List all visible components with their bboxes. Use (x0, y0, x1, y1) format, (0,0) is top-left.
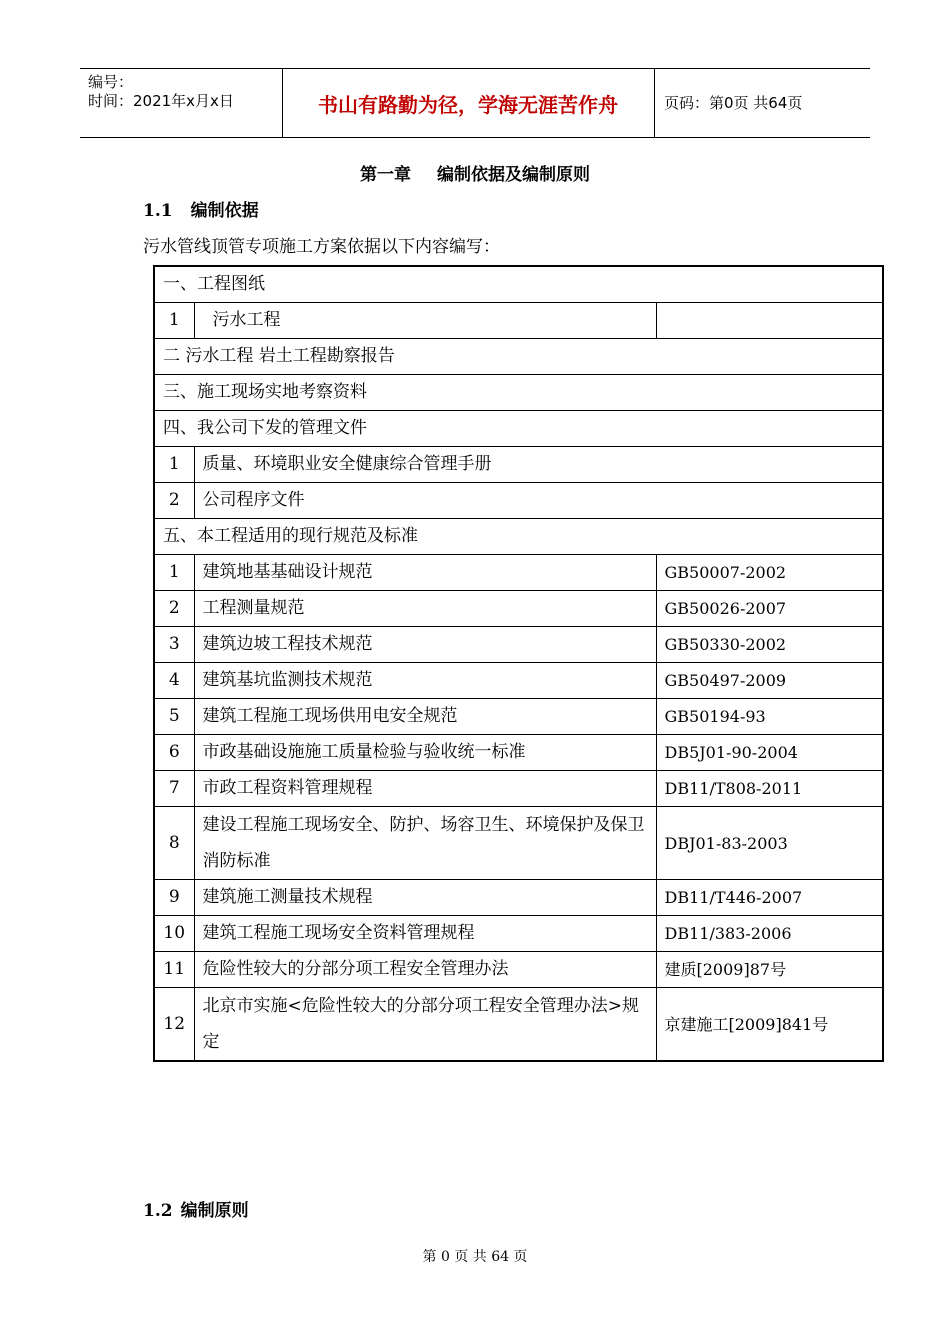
row-name: 污水工程 (194, 303, 656, 339)
row-number: 8 (154, 807, 194, 880)
row-name: 北京市实施<危险性较大的分部分项工程安全管理办法>规定 (194, 988, 656, 1062)
group-title: 一、工程图纸 (154, 266, 883, 303)
table-row (154, 591, 883, 627)
table-row (154, 880, 883, 916)
row-name: 建筑工程施工现场安全资料管理规程 (194, 916, 656, 952)
table-row (154, 699, 883, 735)
section-title: 编制依据 (190, 201, 259, 221)
chapter-title: 编制依据及编制原则 (437, 165, 590, 185)
row-name: 工程测量规范 (194, 591, 656, 627)
chapter-label: 第一章 (360, 165, 411, 185)
row-number: 1 (154, 303, 194, 339)
intro-paragraph: 污水管线顶管专项施工方案依据以下内容编写： (143, 237, 500, 257)
table-row (154, 952, 883, 988)
row-name: 建设工程施工现场安全、防护、场容卫生、环境保护及保卫消防标准 (194, 807, 656, 880)
page-footer: 第 0 页 共 64 页 (422, 1249, 528, 1265)
chapter-heading (0, 160, 950, 185)
row-number: 4 (154, 663, 194, 699)
row-number: 7 (154, 771, 194, 807)
row-number: 2 (154, 591, 194, 627)
row-code: 建质[2009]87号 (656, 952, 883, 988)
row-name: 建筑边坡工程技术规范 (194, 627, 656, 663)
table-row (154, 663, 883, 699)
row-name: 建筑工程施工现场供用电安全规范 (194, 699, 656, 735)
row-name: 建筑基坑监测技术规范 (194, 663, 656, 699)
row-number: 1 (154, 447, 194, 483)
table-row (154, 771, 883, 807)
time-label: 时间：2021年x月x日 (88, 92, 234, 110)
row-number: 12 (154, 988, 194, 1062)
table-row (154, 988, 883, 1062)
section-number: 1.1 (143, 201, 173, 221)
table-row (154, 447, 883, 483)
table-row (154, 627, 883, 663)
row-name: 危险性较大的分部分项工程安全管理办法 (194, 952, 656, 988)
table-row (154, 735, 883, 771)
section-number: 1.2 (143, 1201, 173, 1221)
header-page-info: 页码：第0页 共64页 (664, 94, 803, 112)
row-code: GB50497-2009 (656, 663, 883, 699)
section-title: 编制原则 (180, 1201, 249, 1221)
table-row (154, 916, 883, 952)
table-group-row (154, 411, 883, 447)
group-title: 二 污水工程 岩土工程勘察报告 (154, 339, 883, 375)
row-code: DBJ01-83-2003 (656, 807, 883, 880)
table-group-row (154, 519, 883, 555)
table-group-row (154, 375, 883, 411)
row-name: 建筑地基基础设计规范 (194, 555, 656, 591)
row-code: GB50007-2002 (656, 555, 883, 591)
number-label: 编号： (88, 73, 134, 91)
header-motto: 书山有路勤为径，学海无涯苦作舟 (282, 69, 655, 137)
section-heading-1-2 (143, 1196, 249, 1221)
basis-table (153, 265, 884, 1062)
row-code: DB5J01-90-2004 (656, 735, 883, 771)
row-number: 5 (154, 699, 194, 735)
row-number: 3 (154, 627, 194, 663)
table-row (154, 303, 883, 339)
row-name: 建筑施工测量技术规程 (194, 880, 656, 916)
row-number: 2 (154, 483, 194, 519)
row-code: GB50330-2002 (656, 627, 883, 663)
table-group-row (154, 266, 883, 303)
group-title: 三、施工现场实地考察资料 (154, 375, 883, 411)
page-header (80, 68, 870, 138)
section-heading-1-1 (143, 196, 259, 221)
row-code: DB11/T808-2011 (656, 771, 883, 807)
table-row (154, 483, 883, 519)
table-group-row (154, 339, 883, 375)
row-number: 10 (154, 916, 194, 952)
group-title: 四、我公司下发的管理文件 (154, 411, 883, 447)
header-meta-cell (80, 69, 283, 137)
row-name: 市政基础设施施工质量检验与验收统一标准 (194, 735, 656, 771)
row-name: 质量、环境职业安全健康综合管理手册 (194, 447, 883, 483)
group-title: 五、本工程适用的现行规范及标准 (154, 519, 883, 555)
row-code: 京建施工[2009]841号 (656, 988, 883, 1062)
row-code: GB50026-2007 (656, 591, 883, 627)
row-code (656, 303, 883, 339)
row-number: 9 (154, 880, 194, 916)
table-row (154, 555, 883, 591)
row-code: GB50194-93 (656, 699, 883, 735)
row-number: 11 (154, 952, 194, 988)
row-number: 6 (154, 735, 194, 771)
row-name: 市政工程资料管理规程 (194, 771, 656, 807)
row-name: 公司程序文件 (194, 483, 883, 519)
row-code: DB11/383-2006 (656, 916, 883, 952)
table-row (154, 807, 883, 880)
row-number: 1 (154, 555, 194, 591)
row-code: DB11/T446-2007 (656, 880, 883, 916)
